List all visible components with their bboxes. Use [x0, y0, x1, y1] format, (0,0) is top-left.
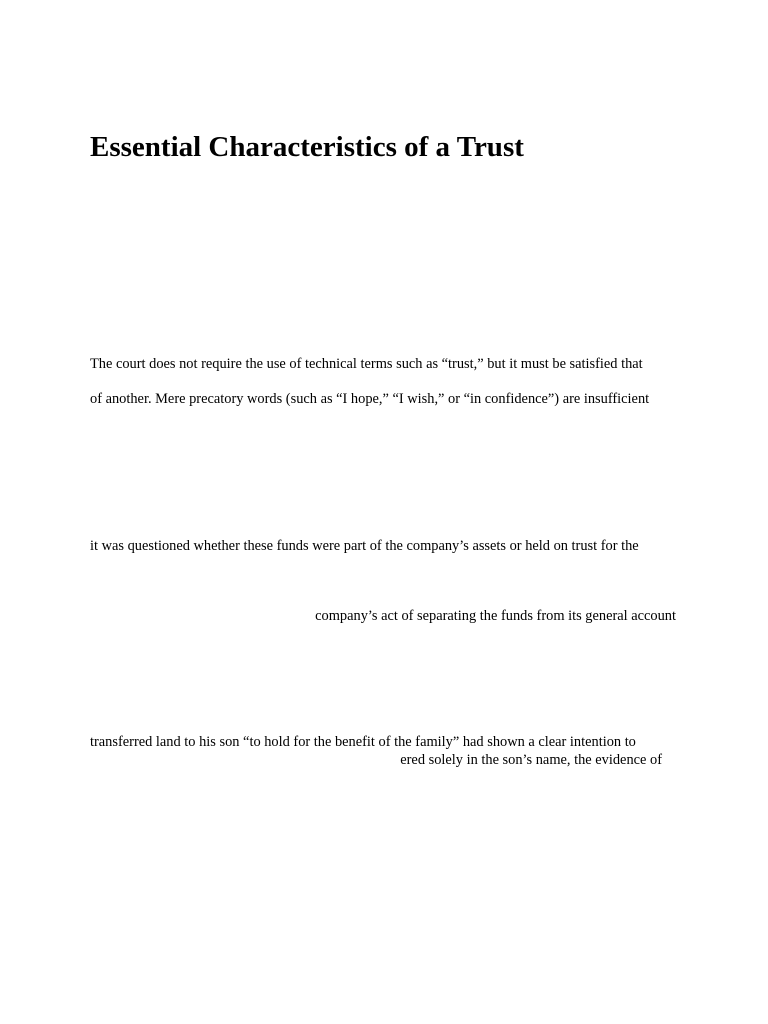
document-title: Essential Characteristics of a Trust: [90, 131, 524, 163]
text-line-2: of another. Mere precatory words (such as “I hope,” “I wish,” or “in confidence”) are insufficient: [90, 391, 650, 407]
text-line-3: it was questioned whether these funds were part of the company’s assets or held on trust for the: [90, 538, 639, 554]
text-line-4: company’s act of separating the funds from its general account: [315, 608, 676, 624]
text-line-6: ered solely in the son’s name, the evidence of: [400, 752, 662, 768]
text-line-1: The court does not require the use of technical terms such as “trust,” but it must be satisfied that: [90, 356, 643, 372]
text-line-5: transferred land to his son “to hold for the benefit of the family” had shown a clear intention to: [90, 734, 636, 750]
